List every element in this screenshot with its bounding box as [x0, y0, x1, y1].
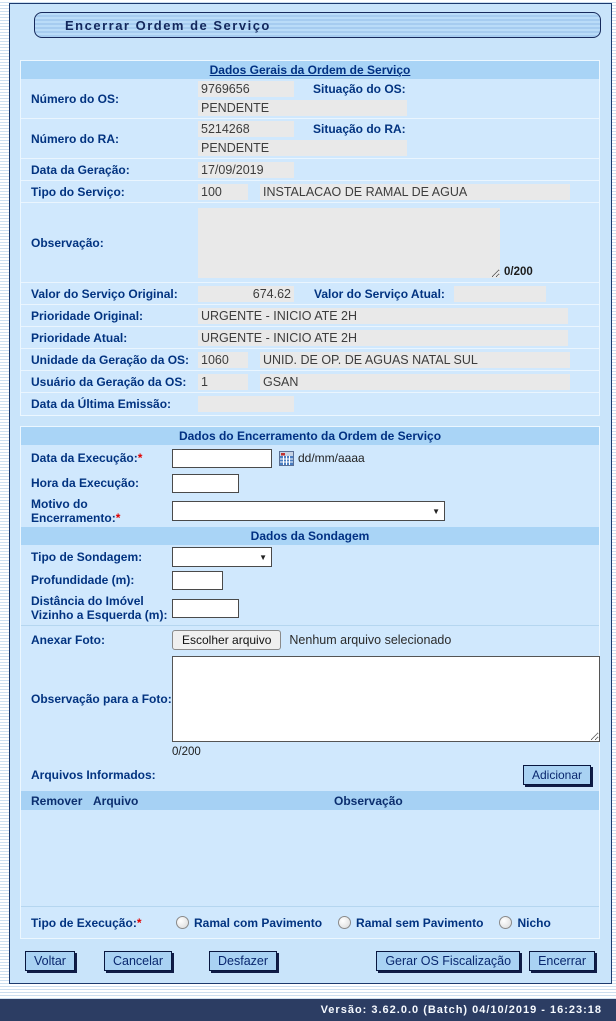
unidade-geracao-label: Unidade da Geração da OS: — [31, 352, 190, 367]
radio-option-nicho[interactable]: Nicho — [499, 916, 550, 930]
data-execucao-input[interactable] — [172, 449, 272, 468]
data-ultima-emissao-label: Data da Última Emissão: — [31, 397, 172, 411]
section-dados-gerais — [20, 60, 600, 416]
calendar-icon[interactable] — [279, 451, 294, 466]
prioridade-atual-value: URGENTE - INICIO ATE 2H — [198, 330, 568, 346]
field-tipo-execucao — [21, 906, 599, 938]
arquivos-informados-row — [21, 759, 599, 791]
profundidade-label: Profundidade (m): — [31, 573, 135, 587]
hora-execucao-label: Hora da Execução: — [31, 476, 140, 490]
observacao-textarea — [198, 208, 500, 278]
version-text: Versão: 3.62.0.0 (Batch) 04/10/2019 - 16:23:18 — [320, 1004, 602, 1016]
prioridade-atual-label: Prioridade Atual: — [31, 330, 128, 345]
numero-os-value: 9769656 — [198, 81, 294, 97]
field-unidade-geracao — [21, 349, 599, 371]
observacao-foto-counter: 0/200 — [172, 746, 201, 758]
data-geracao-value: 17/09/2019 — [198, 162, 294, 178]
footer-version-bar — [0, 999, 616, 1021]
valor-atual-value — [454, 286, 546, 302]
situacao-ra-value: PENDENTE — [198, 140, 407, 156]
anexar-foto-label: Anexar Foto: — [31, 632, 106, 647]
situacao-ra-label: Situação do RA: — [313, 122, 406, 136]
sondagem-header: Dados da Sondagem — [21, 527, 599, 545]
col-observacao: Observação — [334, 793, 403, 808]
field-numero-os — [21, 79, 599, 119]
field-observacao-foto — [21, 653, 599, 745]
field-numero-ra — [21, 119, 599, 159]
prioridade-original-label: Prioridade Original: — [31, 308, 144, 323]
date-format-hint: dd/mm/aaaa — [298, 451, 365, 465]
tipo-sondagem-select[interactable] — [172, 547, 272, 567]
hora-execucao-input[interactable] — [172, 474, 239, 493]
observacao-foto-counter-row — [21, 745, 599, 759]
adicionar-button[interactable]: Adicionar — [523, 765, 591, 785]
radio-icon[interactable] — [176, 916, 189, 929]
tipo-execucao-label: Tipo de Execução:* — [31, 915, 142, 930]
field-usuario-geracao — [21, 371, 599, 393]
page-title-banner — [34, 12, 601, 38]
distancia-imovel-input[interactable] — [172, 599, 239, 618]
usuario-geracao-code: 1 — [198, 374, 248, 390]
encerrar-button[interactable]: Encerrar — [529, 951, 595, 971]
field-tipo-servico — [21, 181, 599, 203]
usuario-geracao-label: Usuário da Geração da OS: — [31, 374, 187, 389]
field-anexar-foto — [21, 625, 599, 653]
valor-original-value: 674.62 — [198, 286, 294, 302]
chevron-down-icon: ▼ — [432, 507, 440, 516]
numero-os-label: Número do OS: — [31, 91, 120, 106]
col-remover: Remover — [31, 793, 83, 808]
data-ultima-emissao-value — [198, 396, 294, 412]
unidade-geracao-code: 1060 — [198, 352, 248, 368]
action-buttons-row — [20, 951, 600, 971]
field-tipo-sondagem — [21, 545, 599, 569]
page-title: Encerrar Ordem de Serviço — [65, 17, 271, 33]
situacao-os-label: Situação do OS: — [313, 82, 406, 96]
arquivos-table-body — [21, 810, 599, 906]
usuario-geracao-descricao: GSAN — [260, 374, 570, 390]
field-valores-servico — [21, 283, 599, 305]
field-prioridade-atual — [21, 327, 599, 349]
observacao-foto-textarea[interactable] — [172, 656, 600, 742]
data-geracao-label: Data da Geração: — [31, 162, 130, 177]
gerar-os-fiscalizacao-button[interactable]: Gerar OS Fiscalização — [376, 951, 520, 971]
valor-original-label: Valor do Serviço Original: — [31, 286, 178, 301]
numero-ra-label: Número do RA: — [31, 131, 119, 146]
tipo-sondagem-label: Tipo de Sondagem: — [31, 550, 143, 564]
chevron-down-icon: ▼ — [259, 553, 267, 562]
tipo-servico-label: Tipo do Serviço: — [31, 184, 125, 199]
arquivos-informados-label: Arquivos Informados: — [31, 768, 156, 782]
observacao-label: Observação: — [31, 235, 104, 250]
radio-icon[interactable] — [499, 916, 512, 929]
desfazer-button[interactable]: Desfazer — [209, 951, 277, 971]
field-distancia-imovel — [21, 591, 599, 625]
cancelar-button[interactable]: Cancelar — [104, 951, 172, 971]
dados-gerais-header: Dados Gerais da Ordem de Serviço — [21, 61, 599, 79]
situacao-os-value: PENDENTE — [198, 100, 407, 116]
distancia-imovel-label: Distância do Imóvel Vizinho a Esquerda (m): — [31, 594, 168, 622]
observacao-counter: 0/200 — [504, 265, 533, 278]
valor-atual-label: Valor do Serviço Atual: — [314, 286, 445, 301]
section-encerramento — [20, 426, 600, 939]
field-prioridade-original — [21, 305, 599, 327]
radio-icon[interactable] — [338, 916, 351, 929]
radio-option-ramal-sem-pavimento[interactable]: Ramal sem Pavimento — [338, 916, 483, 930]
encerramento-header: Dados do Encerramento da Ordem de Serviço — [21, 427, 599, 445]
tipo-servico-code: 100 — [198, 184, 248, 200]
field-hora-execucao — [21, 471, 599, 495]
field-data-execucao — [21, 445, 599, 471]
observacao-foto-label: Observação para a Foto: — [31, 692, 172, 706]
col-arquivo: Arquivo — [93, 793, 139, 808]
radio-option-ramal-com-pavimento[interactable]: Ramal com Pavimento — [176, 916, 322, 930]
tipo-servico-descricao: INSTALACAO DE RAMAL DE AGUA — [260, 184, 570, 200]
numero-ra-value: 5214268 — [198, 121, 294, 137]
data-execucao-label: Data da Execução:* — [31, 451, 143, 465]
escolher-arquivo-button[interactable]: Escolher arquivo — [172, 630, 281, 650]
arquivos-table-header — [21, 791, 599, 810]
field-data-geracao — [21, 159, 599, 181]
field-motivo-encerramento — [21, 495, 599, 527]
motivo-encerramento-select[interactable] — [172, 501, 445, 521]
prioridade-original-value: URGENTE - INICIO ATE 2H — [198, 308, 568, 324]
motivo-encerramento-label: Motivo do Encerramento:* — [31, 497, 121, 525]
form-area — [20, 60, 600, 971]
field-observacao — [21, 203, 599, 283]
field-profundidade — [21, 569, 599, 591]
profundidade-input[interactable] — [172, 571, 223, 590]
file-status-text: Nenhum arquivo selecionado — [289, 632, 452, 647]
field-data-ultima-emissao — [21, 393, 599, 415]
voltar-button[interactable]: Voltar — [25, 951, 75, 971]
main-frame — [9, 3, 612, 984]
unidade-geracao-descricao: UNID. DE OP. DE AGUAS NATAL SUL — [260, 352, 570, 368]
